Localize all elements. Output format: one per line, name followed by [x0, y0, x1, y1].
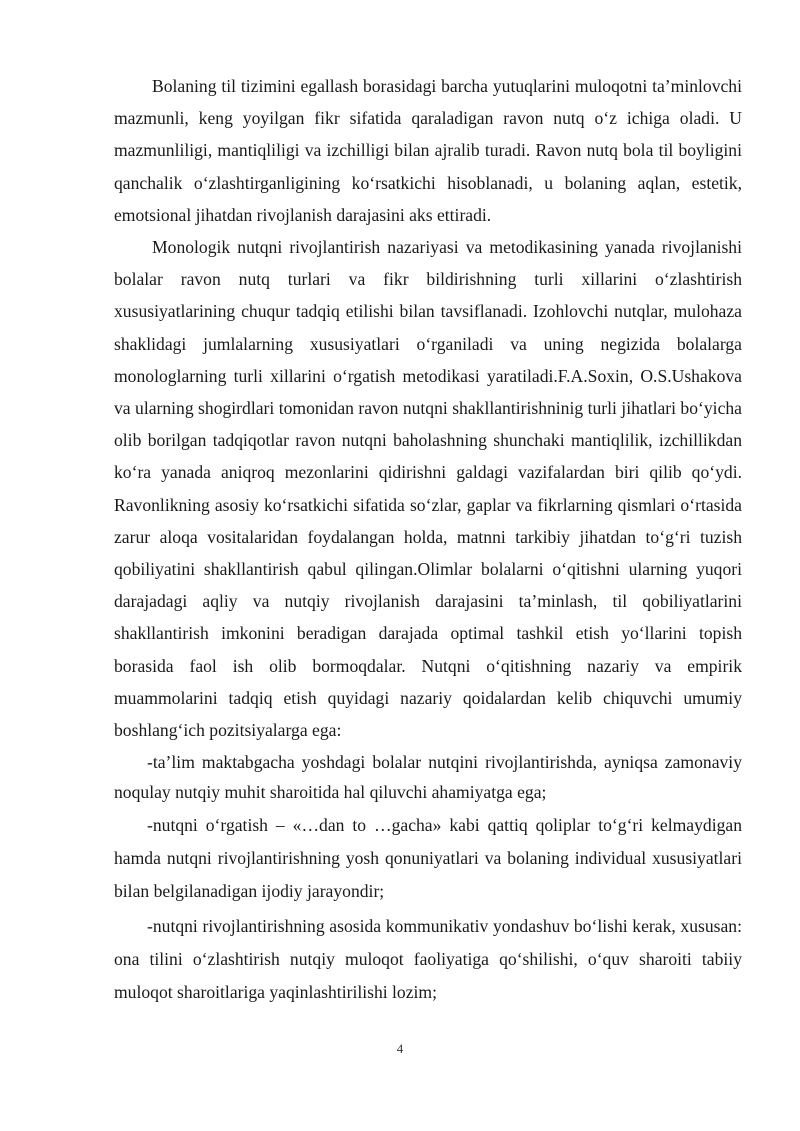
- list-item-nutqni-orgatish: -nutqni o‘rgatish – «…dan to …gacha» kabi qattiq qoliplar to‘g‘ri kelmaydigan hamda nutqni rivojlantirishning yosh qonuniyatlari va bolaning individual xususiyatlari bilan belgilanadigan ijodiy jarayondir;: [114, 815, 742, 902]
- list-item-kommunikativ: -nutqni rivojlantirishning asosida kommunikativ yondashuv bo‘lishi kerak, xususan: ona tilini o‘zlashtirish nutqiy muloqot faoliyatiga qo‘shilishi, o‘quv sharoiti tabiiy muloqot sharoitlariga yaqinlashtirilishi lozim;: [114, 916, 742, 1003]
- page-number: 4: [396, 1041, 404, 1056]
- paragraph-monologik-nutq: Monologik nutqni rivojlantirish nazariyasi va metodikasining yanada rivojlanishi bolalar ravon nutq turlari va fikr bildirishning turli xillarini o‘zlashtirish xususiyatlarining chuqur tadqiq etilishi bilan tavsiflanadi. Izohlovchi nutqlar, mulohaza shaklidagi jumlalarning xususiyatlari o‘rganiladi va uning negizida bolalarga monologlarning turli xillarini o‘rgatish metodikasi yaratiladi.F.A.Soxin, O.S.Ushakova va ularning shogirdlari tomonidan ravon nutqni shakllantirishninig turli jihatlari bo‘yicha olib borilgan tadqiqotlar ravon nutqni baholashning shunchaki mantiqlilik, izchillikdan ko‘ra yanada aniqroq mezonlarini qidirishni galdagi vazifalardan biri qilib qo‘ydi. Ravonlikning asosiy ko‘rsatkichi sifatida so‘zlar, gaplar va fikrlarning qismlari o‘rtasida zarur aloqa vositalaridan foydalangan holda, matnni tarkibiy jihatdan to‘g‘ri tuzish qobiliyatini shakllantirish qabul qilingan.Olimlar bolalarni o‘qitishni ularning yuqori darajadagi aqliy va nutqiy rivojlanish darajasini ta’minlash, til qobiliyatlarini shakllantirish imkonini beradigan darajada optimal tashkil etish yo‘llarini topish borasida faol ish olib bormoqdalar. Nutqni o‘qitishning nazariy va empirik muammolarini tadqiq etish quyidagi nazariy qoidalardan kelib chiquvchi umumiy boshlang‘ich pozitsiyalarga ega:: [114, 237, 742, 741]
- document-body: [114, 70, 742, 1009]
- list-item-talim: -ta’lim maktabgacha yoshdagi bolalar nutqini rivojlantirishda, ayniqsa zamonaviy noqulay nutqiy muhit sharoitida hal qiluvchi ahamiyatga ega;: [114, 752, 742, 802]
- paragraph-ravon-nutq: Bolaning til tizimini egallash borasidagi barcha yutuqlarini muloqotni ta’minlovchi mazmunli, keng yoyilgan fikr sifatida qaraladigan ravon nutq o‘z ichiga oladi. U mazmunliligi, mantiqliligi va izchilligi bilan ajralib turadi. Ravon nutq bola til boyligini qanchalik o‘zlashtirganligining ko‘rsatkichi hisoblanadi, u bolaning aqlan, estetik, emotsional jihatdan rivojlanish darajasini aks ettiradi.: [114, 76, 742, 225]
